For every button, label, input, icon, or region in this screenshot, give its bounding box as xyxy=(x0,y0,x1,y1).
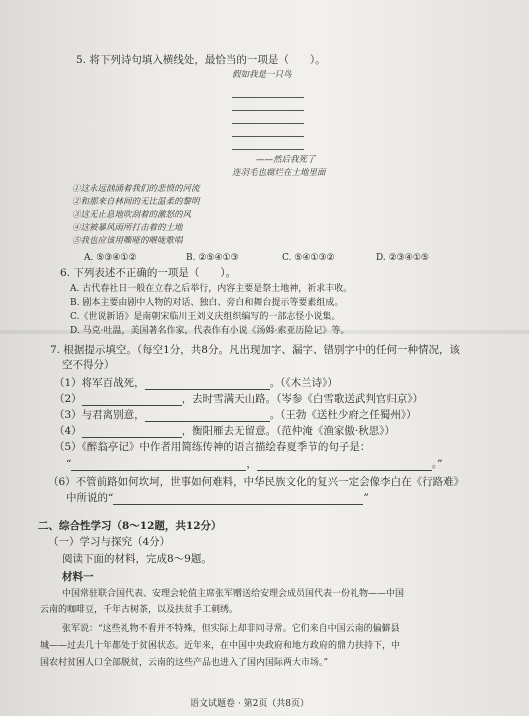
q7-line-4-label: （4） xyxy=(54,425,82,437)
q7-line-3-label: （3）与君离别意， xyxy=(54,409,145,421)
q7-line-3 xyxy=(54,409,417,422)
q7-blank-5[interactable] xyxy=(71,460,246,471)
q6-option-d: D. 马克·吐温，美国著名作家，代表作有小说《汤姆·索亚历险记》等。 xyxy=(70,326,350,336)
q6-option-a: A. 古代春社日一般在立春之后举行，内容主要是祭土地神，祈求丰收。 xyxy=(70,284,353,294)
q5-item-5: ⑤我也应该用嘶哑的喉咙歌唱 xyxy=(72,236,183,246)
section2-sub: （一）学习与探究（4分） xyxy=(48,536,171,548)
q7-close-quote: 。” xyxy=(431,458,443,470)
q7-blank-6[interactable] xyxy=(257,460,432,471)
q7-blank-4[interactable] xyxy=(82,427,182,438)
q5-option-a: A. ⑤③④①② xyxy=(84,253,137,263)
q7-line-5: （5）《醉翁亭记》中作者用简练传神的语言描绘春夏季节的句子是： xyxy=(54,441,371,453)
q7-line-6b xyxy=(66,492,369,505)
section2-instruction: 阅读下面的材料，完成8～9题。 xyxy=(62,553,212,565)
q7-line-2 xyxy=(54,393,423,406)
q7-comma: ， xyxy=(246,458,257,470)
material-1-p2b: 城——过去几十年都处于贫困状态。近年来，在中国中央政府和地方政府的鼎力扶持下，中 xyxy=(40,641,401,651)
q5-poem-title: 假如我是一只鸟 xyxy=(232,70,292,80)
material-1-p2c: 国农村贫困人口全部脱贫，云南的这些产品也进入了国内国际两大市场。” xyxy=(40,658,329,668)
q7-stem-1: 7. 根据提示填空。（每空1分，共8分。凡出现加字、漏字、错别字中的任何一种情况，该 xyxy=(50,344,460,356)
q5-poem-end-2: 连羽毛也腐烂在土地里面 xyxy=(232,168,326,178)
q5-option-c: C. ⑤④①③② xyxy=(282,253,335,263)
poem-blank-1 xyxy=(232,97,304,98)
q5-poem-end-1: ——然后我死了 xyxy=(256,155,316,165)
material-1-label: 材料一 xyxy=(62,571,94,583)
q5-option-b: B. ②⑤④①③ xyxy=(186,253,239,263)
poem-blank-4 xyxy=(232,136,304,137)
q7-line-1-source: 。（《木兰诗》） xyxy=(269,377,338,389)
q7-line-4-text: ，衡阳雁去无留意。（范仲淹《渔家傲·秋思》） xyxy=(181,425,396,437)
q7-blank-1[interactable] xyxy=(145,379,270,390)
material-1-p1b: 云南的咖啡豆，千年古树茶，以及扶贫手工刺绣。 xyxy=(40,605,239,615)
q5-stem: 5. 将下列诗句填入横线处，最恰当的一项是（ ）。 xyxy=(76,54,326,66)
q5-item-2: ②和那来自林间的无比温柔的黎明 xyxy=(72,197,200,207)
q7-line-3-source: 。（王勃《送杜少府之任蜀州》） xyxy=(269,409,417,421)
q7-line-5-answer xyxy=(66,458,443,471)
q6-stem: 6. 下列表述不正确的一项是（ ）。 xyxy=(60,267,237,279)
poem-blank-5 xyxy=(232,149,304,150)
q6-option-b: B. 剧本主要由剧中人物的对话、独白、旁白和舞台提示等要素组成。 xyxy=(70,298,344,308)
q5-item-3: ③这无止息地吹刮着的激怒的风 xyxy=(72,210,192,220)
q7-line-4 xyxy=(54,425,395,438)
q7-line-6a: （6）不管前路如何坎坷，世事如何难料，中华民族文化的复兴一定会像李白在《行路难》 xyxy=(48,476,465,488)
page-footer: 语文试题卷 · 第2页（共8页） xyxy=(190,699,310,709)
q7-stem-2: 空不得分） xyxy=(62,359,115,371)
q7-line-1-label: （1）将军百战死， xyxy=(54,377,145,389)
q5-option-d: D. ②③④①⑤ xyxy=(376,253,429,263)
q7-line-6b-end: ” xyxy=(363,492,369,504)
q5-item-1: ①这永远汹涌着我们的悲愤的河流 xyxy=(72,184,200,194)
q7-blank-3[interactable] xyxy=(145,411,270,422)
material-1-p2a: 张军说：“这些礼物不看并不特殊，但实际上却非同寻常。它们来自中国云南的偏僻县 xyxy=(62,624,400,634)
q7-line-2-label: （2） xyxy=(54,393,82,405)
poem-blank-3 xyxy=(232,123,304,124)
q7-line-1 xyxy=(54,377,338,390)
q7-blank-7[interactable] xyxy=(113,494,363,505)
q7-line-2-text: ，去时雪满天山路。（岑参《白雪歌送武判官归京》） xyxy=(181,393,424,405)
section2-title: 二、综合性学习（8～12题，共12分） xyxy=(38,520,222,532)
q7-open-quote: “ xyxy=(66,458,72,470)
poem-blank-2 xyxy=(232,110,304,111)
q5-item-4: ④这被暴风雨所打击着的土地 xyxy=(72,223,183,233)
q7-line-6b-text: 中所说的“ xyxy=(66,492,114,504)
material-1-p1a: 中国常驻联合国代表、安理会轮值主席张军赠送给安理会成员国代表一份礼物——中国 xyxy=(62,589,405,599)
q6-option-c: C.《世说新语》是南朝宋临川王刘义庆组织编写的一部志怪小说集。 xyxy=(70,312,341,322)
q7-blank-2[interactable] xyxy=(82,395,182,406)
